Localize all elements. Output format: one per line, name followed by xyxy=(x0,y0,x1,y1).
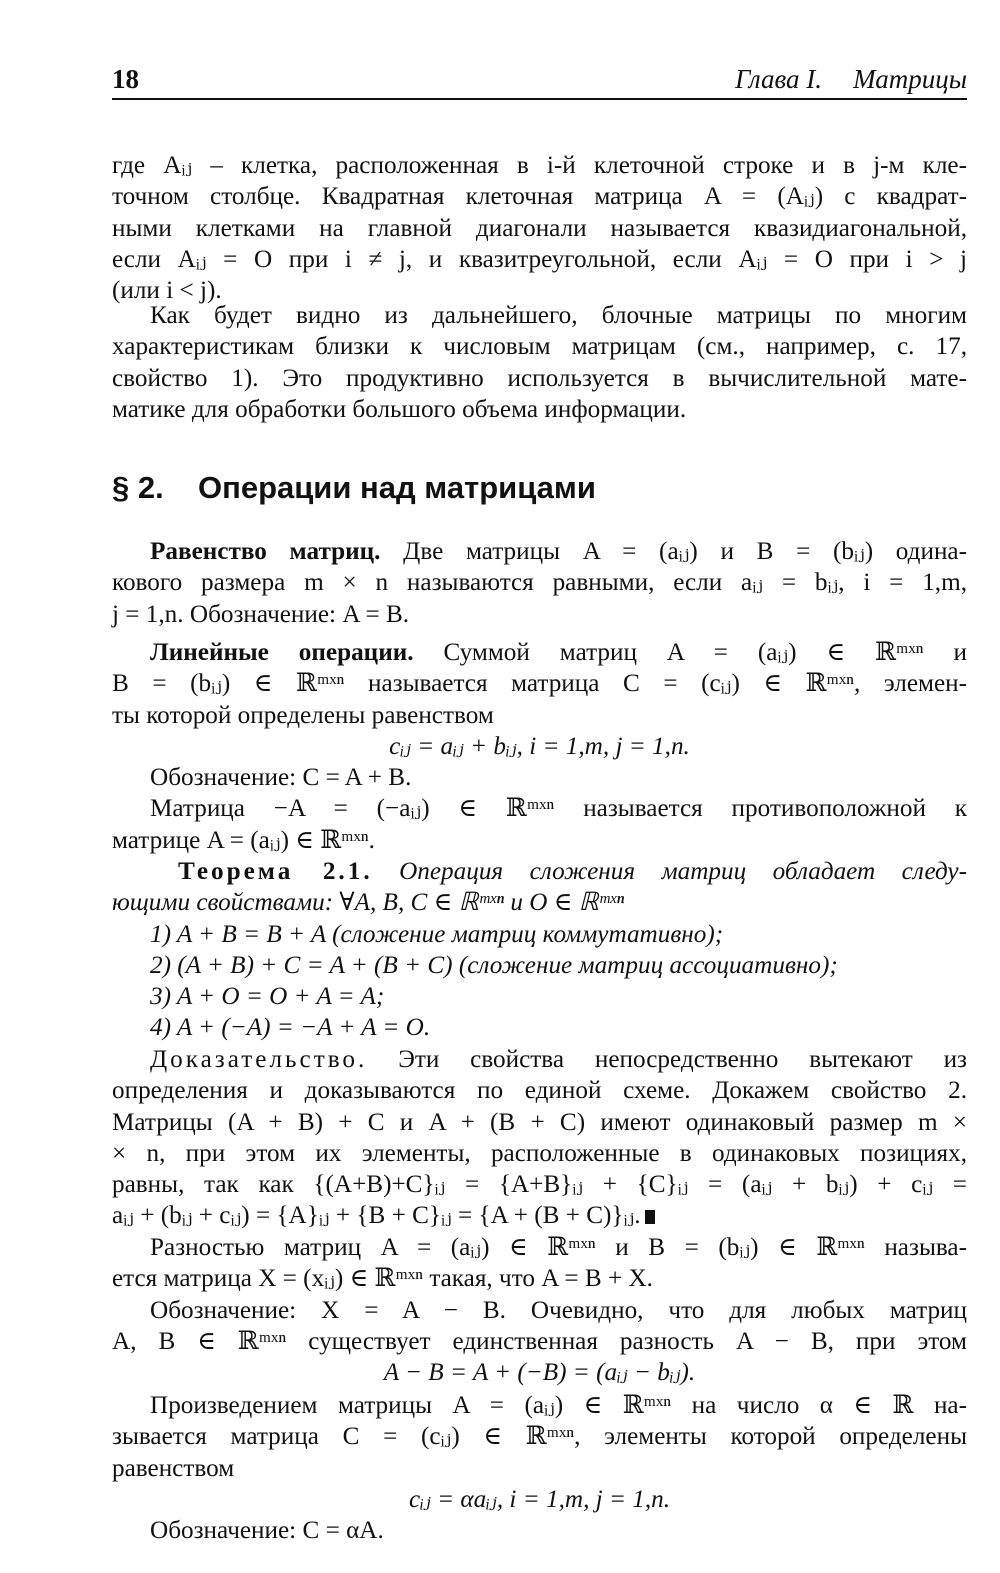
sum-notation: Обозначение: C = A + B. xyxy=(150,764,412,792)
text-line: A, B ∈ ℝᵐˣⁿ существует единственная разность A − B, при этом xyxy=(112,1327,967,1355)
theorem-2-1 xyxy=(112,856,967,1044)
text-line xyxy=(112,536,967,567)
term-equality: Равенство матриц. xyxy=(150,538,381,565)
text-line: Матрица −A = (−aᵢⱼ) ∈ ℝᵐˣⁿ называется противоположной к xyxy=(150,795,967,823)
text-line: Произведением матрицы A = (aᵢⱼ) ∈ ℝᵐˣⁿ на число α ∈ ℝ на- xyxy=(150,1392,967,1419)
text-fragment: Суммой матриц A = (aᵢⱼ) ∈ ℝᵐˣⁿ и xyxy=(443,639,967,666)
text-line: где Aᵢⱼ – клетка, расположенная в i-й клеточной строке и в j-м кле- xyxy=(112,152,967,179)
intro-paragraph-1 xyxy=(112,150,967,306)
text-fragment: aᵢⱼ + (bᵢⱼ + cᵢⱼ) = {A}ᵢⱼ + {B + C}ᵢⱼ = {A + (B + C)}ᵢⱼ. xyxy=(112,1202,641,1230)
text-line: ты которой определены равенством xyxy=(112,701,494,729)
running-title: Матрицы xyxy=(853,64,967,94)
section-title: Операции над матрицами xyxy=(198,470,596,505)
text-line xyxy=(112,1200,967,1231)
term-linear-operations: Линейные операции. xyxy=(150,639,414,666)
text-line: B = (bᵢⱼ) ∈ ℝᵐˣⁿ называется матрица C = (cᵢⱼ) ∈ ℝᵐˣⁿ, элемен- xyxy=(112,670,967,698)
theorem-item: 3) A + O = O + A = A; xyxy=(150,983,385,1011)
text-line: Обозначение: X = A − B. Очевидно, что для любых матриц xyxy=(150,1296,967,1324)
text-line: характеристикам близки к числовым матрицам (см., например, с. 17, xyxy=(112,333,967,361)
intro-paragraph-2 xyxy=(112,300,967,425)
page-number: 18 xyxy=(112,64,139,94)
text-line xyxy=(112,856,967,887)
running-chapter: Глава I. xyxy=(734,64,822,94)
text-line: матрице A = (aᵢⱼ) ∈ ℝᵐˣⁿ. xyxy=(112,826,375,854)
text-line xyxy=(112,637,967,668)
text-line: j = 1,n. Обозначение: A = B. xyxy=(112,600,410,628)
difference-paragraph xyxy=(112,1232,967,1388)
product-notation: Обозначение: C = αA. xyxy=(150,1517,384,1545)
running-header xyxy=(112,62,967,100)
section-number: § 2. xyxy=(112,470,164,505)
text-line: Матрицы (A + B) + C и A + (B + C) имеют одинаковый размер m × xyxy=(112,1108,967,1136)
text-fragment: Две матрицы A = (aᵢⱼ) и B = (bᵢⱼ) одина- xyxy=(403,538,967,565)
proof-label: Доказательство. xyxy=(150,1046,368,1073)
text-line: Разностью матриц A = (aᵢⱼ) ∈ ℝᵐˣⁿ и B = (bᵢⱼ) ∈ ℝᵐˣⁿ называ- xyxy=(150,1234,967,1261)
equality-paragraph xyxy=(112,536,967,630)
theorem-item: 2) (A + B) + C = A + (B + C) (сложение матриц ассоциативно); xyxy=(150,951,838,979)
text-line: равенством xyxy=(112,1454,235,1482)
difference-formula: A − B = A + (−B) = (aᵢⱼ − bᵢⱼ). xyxy=(383,1359,696,1387)
qed-mark xyxy=(645,1210,655,1224)
theorem-item: 1) A + B = B + A (сложение матриц коммутативно); xyxy=(150,920,724,948)
text-fragment: Эти свойства непосредственно вытекают из xyxy=(398,1046,968,1073)
text-line: свойство 1). Это продуктивно используется в вычислительной мате- xyxy=(112,364,967,392)
text-line: если Aᵢⱼ = O при i ≠ j, и квазитреугольной, если Aᵢⱼ = O при i > j xyxy=(112,245,967,273)
text-line: × n, при этом их элементы, расположенные в одинаковых позициях, xyxy=(112,1139,967,1167)
text-line: Как будет видно из дальнейшего, блочные матрицы по многим xyxy=(150,302,967,329)
text-line xyxy=(112,1044,967,1075)
product-formula: cᵢⱼ = αaᵢⱼ, i = 1,m, j = 1,n. xyxy=(408,1485,671,1513)
text-line: ется матрица X = (xᵢⱼ) ∈ ℝᵐˣⁿ такая, что A = B + X. xyxy=(112,1265,653,1293)
text-line: зывается матрица C = (cᵢⱼ) ∈ ℝᵐˣⁿ, элементы которой определены xyxy=(112,1423,967,1451)
text-line: кового размера m × n называются равными, если aᵢⱼ = bᵢⱼ, i = 1,m, xyxy=(112,569,967,597)
theorem-item: 4) A + (−A) = −A + A = O. xyxy=(150,1014,431,1042)
linear-operations-paragraph xyxy=(112,637,967,856)
text-line: точном столбце. Квадратная клеточная матрица A = (Aᵢⱼ) с квадрат- xyxy=(112,183,967,211)
product-paragraph xyxy=(112,1390,967,1546)
text-line: определения и доказываются по единой схеме. Докажем свойство 2. xyxy=(112,1077,967,1105)
section-heading xyxy=(112,470,967,506)
sum-formula: cᵢⱼ = aᵢⱼ + bᵢⱼ, i = 1,m, j = 1,n. xyxy=(389,732,690,760)
text-fragment: Операция сложения матриц обладает следу- xyxy=(399,858,967,885)
text-line: ющими свойствами: ∀A, B, C ∈ ℝᵐˣⁿ и O ∈ ℝᵐˣⁿ xyxy=(112,889,625,917)
text-line: (или i < j). xyxy=(112,277,222,305)
text-line: ными клетками на главной диагонали называется квазидиагональной, xyxy=(112,214,967,242)
text-line: матике для обработки большого объема информации. xyxy=(112,395,687,423)
theorem-label: Теорема 2.1. xyxy=(178,858,373,885)
text-line: равны, так как {(A+B)+C}ᵢⱼ = {A+B}ᵢⱼ + {C}ᵢⱼ = (aᵢⱼ + bᵢⱼ) + cᵢⱼ = xyxy=(112,1171,967,1199)
proof-paragraph xyxy=(112,1044,967,1232)
